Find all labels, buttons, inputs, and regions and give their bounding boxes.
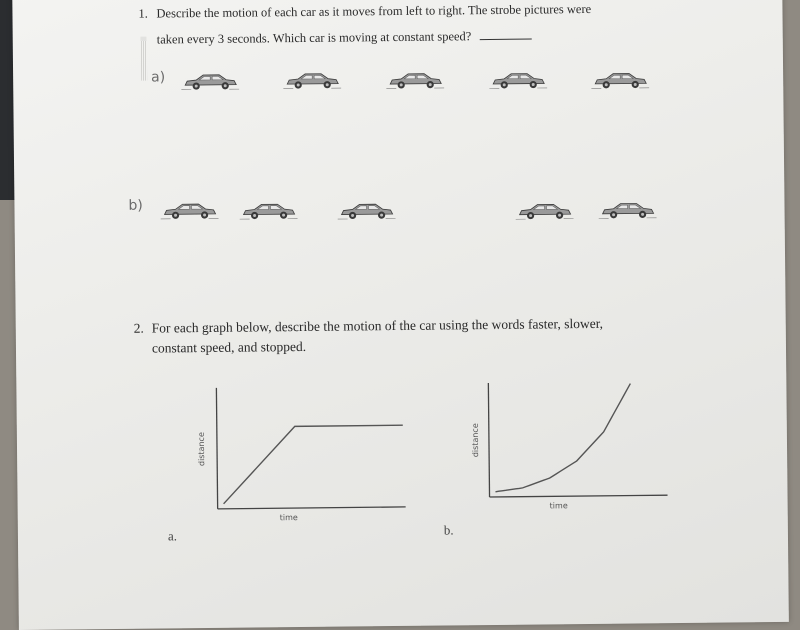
- graph-a: [196, 382, 408, 529]
- worksheet-page: [12, 0, 789, 630]
- x-axis-label: time: [279, 513, 298, 523]
- car-icon: [489, 69, 547, 90]
- question-2-number: 2.: [133, 320, 144, 336]
- car-icon: [239, 200, 297, 221]
- y-axis-label: distance: [196, 432, 207, 467]
- car-icon: [591, 69, 649, 90]
- graph-a-label: a.: [167, 528, 178, 544]
- car-icon: [283, 70, 341, 91]
- distance-time-curve: [494, 384, 631, 492]
- y-axis-label: distance: [470, 423, 481, 458]
- y-axis: [216, 388, 217, 509]
- question-2-text-line2: constant speed, and stopped.: [151, 338, 307, 356]
- question-1-text-line1: Describe the motion of each car as it moves from left to right. The strobe pictures were: [156, 1, 592, 21]
- car-icon: [337, 200, 395, 221]
- part-a-label: a): [151, 69, 166, 86]
- question-1-number: 1.: [138, 6, 148, 21]
- car-icon: [598, 199, 656, 220]
- part-b-label: b): [128, 197, 143, 214]
- car-icon: [515, 200, 573, 221]
- car-icon: [386, 69, 444, 90]
- distance-time-line: [223, 425, 404, 504]
- y-axis: [488, 383, 489, 497]
- graph-b: [470, 377, 669, 519]
- car-icon: [160, 200, 218, 221]
- x-axis: [218, 507, 406, 509]
- x-axis-label: time: [549, 501, 568, 511]
- question-2-text-line1: For each graph below, describe the motion of the car using the words faster, slower,: [151, 315, 604, 336]
- car-icon: [181, 71, 239, 92]
- graph-b-label: b.: [443, 522, 454, 538]
- scan-artifact: [141, 37, 147, 81]
- question-1-text-line2: taken every 3 seconds. Which car is moving at constant speed?: [157, 29, 532, 48]
- answer-blank[interactable]: [479, 38, 531, 41]
- x-axis: [490, 495, 668, 497]
